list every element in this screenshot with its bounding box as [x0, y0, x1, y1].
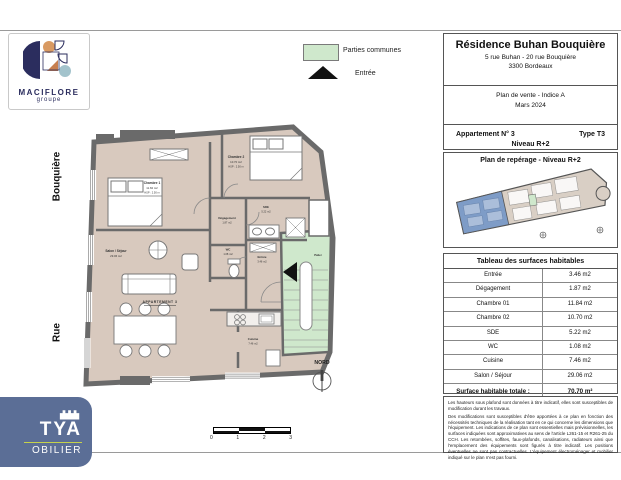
key-plan [446, 165, 615, 243]
disclaimer-box [443, 396, 618, 460]
legend-entrance-triangle-icon [308, 66, 338, 79]
key-plan-stair [528, 194, 537, 206]
north-needle [321, 370, 324, 381]
row-label: Cuisine [444, 355, 543, 368]
plan-version-section [444, 92, 617, 125]
row-label: SDE [444, 327, 543, 340]
apartment-type: Type T3 [579, 131, 605, 138]
surface-table [443, 253, 618, 394]
residence-address2: 3300 Bordeaux [508, 63, 553, 70]
row-value: 10.70 m2 [567, 315, 593, 322]
logo-subname: groupe [36, 97, 62, 103]
legend-common-label: Parties communes [343, 47, 401, 54]
row-value: 1.87 m2 [569, 286, 591, 293]
salon-label: Salon / Séjour [105, 249, 127, 253]
scale-bar-graphic [213, 427, 291, 434]
party-wall-stub-top [120, 130, 175, 139]
party-wall-stub-top2 [96, 134, 114, 142]
residence-address1: 5 rue Buhan - 20 rue Bouquière [484, 53, 577, 61]
plan-date: Mars 2024 [515, 101, 546, 109]
table-row [444, 341, 617, 355]
chambre2-label: Chambre 2 [227, 155, 245, 159]
scale-bar [210, 427, 293, 441]
chambre1-area: 11.84 m2 [146, 186, 158, 190]
residence-title: Résidence Buhan Bouquière [455, 39, 606, 51]
apartment-level: Niveau R+2 [511, 141, 550, 148]
scale-tick-2: 2 [262, 435, 266, 441]
chambre2-furniture [250, 136, 302, 180]
logo-halfcircle [23, 41, 40, 79]
watermark-divider [24, 442, 82, 443]
surface-table-title: Tableau des surfaces habitables [444, 254, 617, 269]
table-row [444, 298, 617, 312]
row-label: Chambre 02 [444, 312, 543, 325]
row-label: Entrée [444, 269, 543, 282]
salon-area: 29.06 m2 [110, 254, 122, 258]
wc-label: WC [225, 247, 231, 252]
table-row [444, 269, 617, 283]
maciflore-logo-icon [23, 38, 75, 82]
apartment-section [444, 125, 617, 148]
entree-label: Entrée [257, 255, 267, 259]
legend-entrance-label: Entrée [355, 70, 376, 77]
maciflore-logo [8, 33, 90, 110]
scale-bar-ticks [210, 435, 292, 441]
degagement-area: 1.87 m2 [222, 221, 232, 225]
row-value: 11.84 m2 [567, 300, 593, 307]
logo-orange-circle [43, 41, 55, 53]
total-label: Surface habitable totale : [444, 384, 543, 400]
logo-triangle [47, 60, 58, 71]
chambre2-area: 10.70 m2 [230, 160, 242, 164]
scale-tick-1: 1 [236, 435, 240, 441]
scale-tick-3: 3 [289, 435, 292, 441]
sde-label: SDE [263, 205, 269, 209]
north-compass [313, 360, 331, 392]
street-label-bouquiere: Bouquière [51, 151, 63, 202]
sde-area: 5.22 m2 [261, 210, 271, 214]
sheet-top-border [0, 30, 621, 31]
title-block [443, 33, 618, 150]
key-plan-box [443, 152, 618, 248]
entree-closet [250, 243, 276, 252]
wc-area: 1.08 m2 [223, 253, 233, 256]
duct-shaft [309, 200, 329, 236]
north-label: NORD [314, 360, 330, 366]
palier-label: Palier [314, 253, 322, 257]
agency-watermark [0, 397, 92, 467]
watermark-name-partial: TYA [39, 419, 82, 440]
row-label: Salon / Séjour [444, 370, 543, 383]
plan-version: Plan de vente - Indice A [496, 92, 565, 99]
floor-plan [60, 105, 360, 417]
row-label: Chambre 01 [444, 298, 543, 311]
chambre1-hsp: HSP : 2.50 m [144, 191, 160, 195]
row-value: 5.22 m2 [569, 329, 591, 336]
cuisine-label: Cuisine [247, 337, 259, 341]
disclaimer-paragraph-2: Des modifications sont susceptibles d'être apportées à ce plan en fonction des nécessités techniques de la réalisation tant en ce qui concerne les dimensions que l'équipement. Les indications de ce plan sont essentielles mais prévisionnelles, les surfaces indiquées sont approximatives au sens de l'article L261-15 et R261-25 du CCH. Les retombées, soffites, faux-plafonds, canalisations, radiateurs ainsi que l'emplacement des équipements sont figurés à titre indicatif. Les positions éventuelles ne sont pas contractuelles. L'équipement électroménager et mobilier indiqué sur le plan n'est pas fourni. [448, 413, 613, 460]
table-row [444, 312, 617, 326]
party-wall-stub-bottom [120, 376, 150, 385]
logo-leaf-top [55, 41, 64, 50]
table-row [444, 370, 617, 384]
legend-common-swatch [303, 44, 339, 61]
chambre2-hsp: HSP : 2.50 m [228, 165, 244, 169]
cuisine-area: 7.46 m2 [248, 342, 258, 346]
entree-area: 3.46 m2 [257, 260, 267, 264]
logo-name: MACIFLORE [18, 88, 80, 97]
wc-fixture [228, 259, 240, 278]
row-value: 3.46 m2 [569, 272, 591, 278]
table-row [444, 355, 617, 369]
row-value: 29.06 m2 [567, 372, 593, 379]
apartment-number-label: APPARTEMENT 3 [142, 300, 178, 304]
scale-tick-0: 0 [210, 435, 213, 441]
degagement-label: Dégagement [218, 216, 236, 220]
street-label-rue: Rue [51, 323, 63, 342]
disclaimer-paragraph-1: Les hauteurs sous plafond sont données à titre indicatif, elles sont susceptibles de modification durant les travaux. [448, 400, 613, 411]
row-label: Dégagement [444, 283, 543, 296]
row-label: WC [444, 341, 543, 354]
key-plan-markers [540, 227, 603, 238]
title-section [444, 39, 617, 86]
total-value: 70.70 m² [567, 388, 593, 396]
logo-blue-circle [59, 65, 71, 77]
watermark-immobilier-partial: OBILIER [32, 445, 82, 456]
table-row [444, 327, 617, 341]
row-value: 1.08 m2 [569, 343, 591, 350]
apartment-number: Appartement N° 3 [456, 131, 515, 138]
chambre1-label: Chambre 1 [143, 181, 161, 185]
key-plan-title: Plan de repérage - Niveau R+2 [480, 157, 581, 164]
row-value: 7.46 m2 [569, 358, 591, 365]
table-row [444, 283, 617, 297]
